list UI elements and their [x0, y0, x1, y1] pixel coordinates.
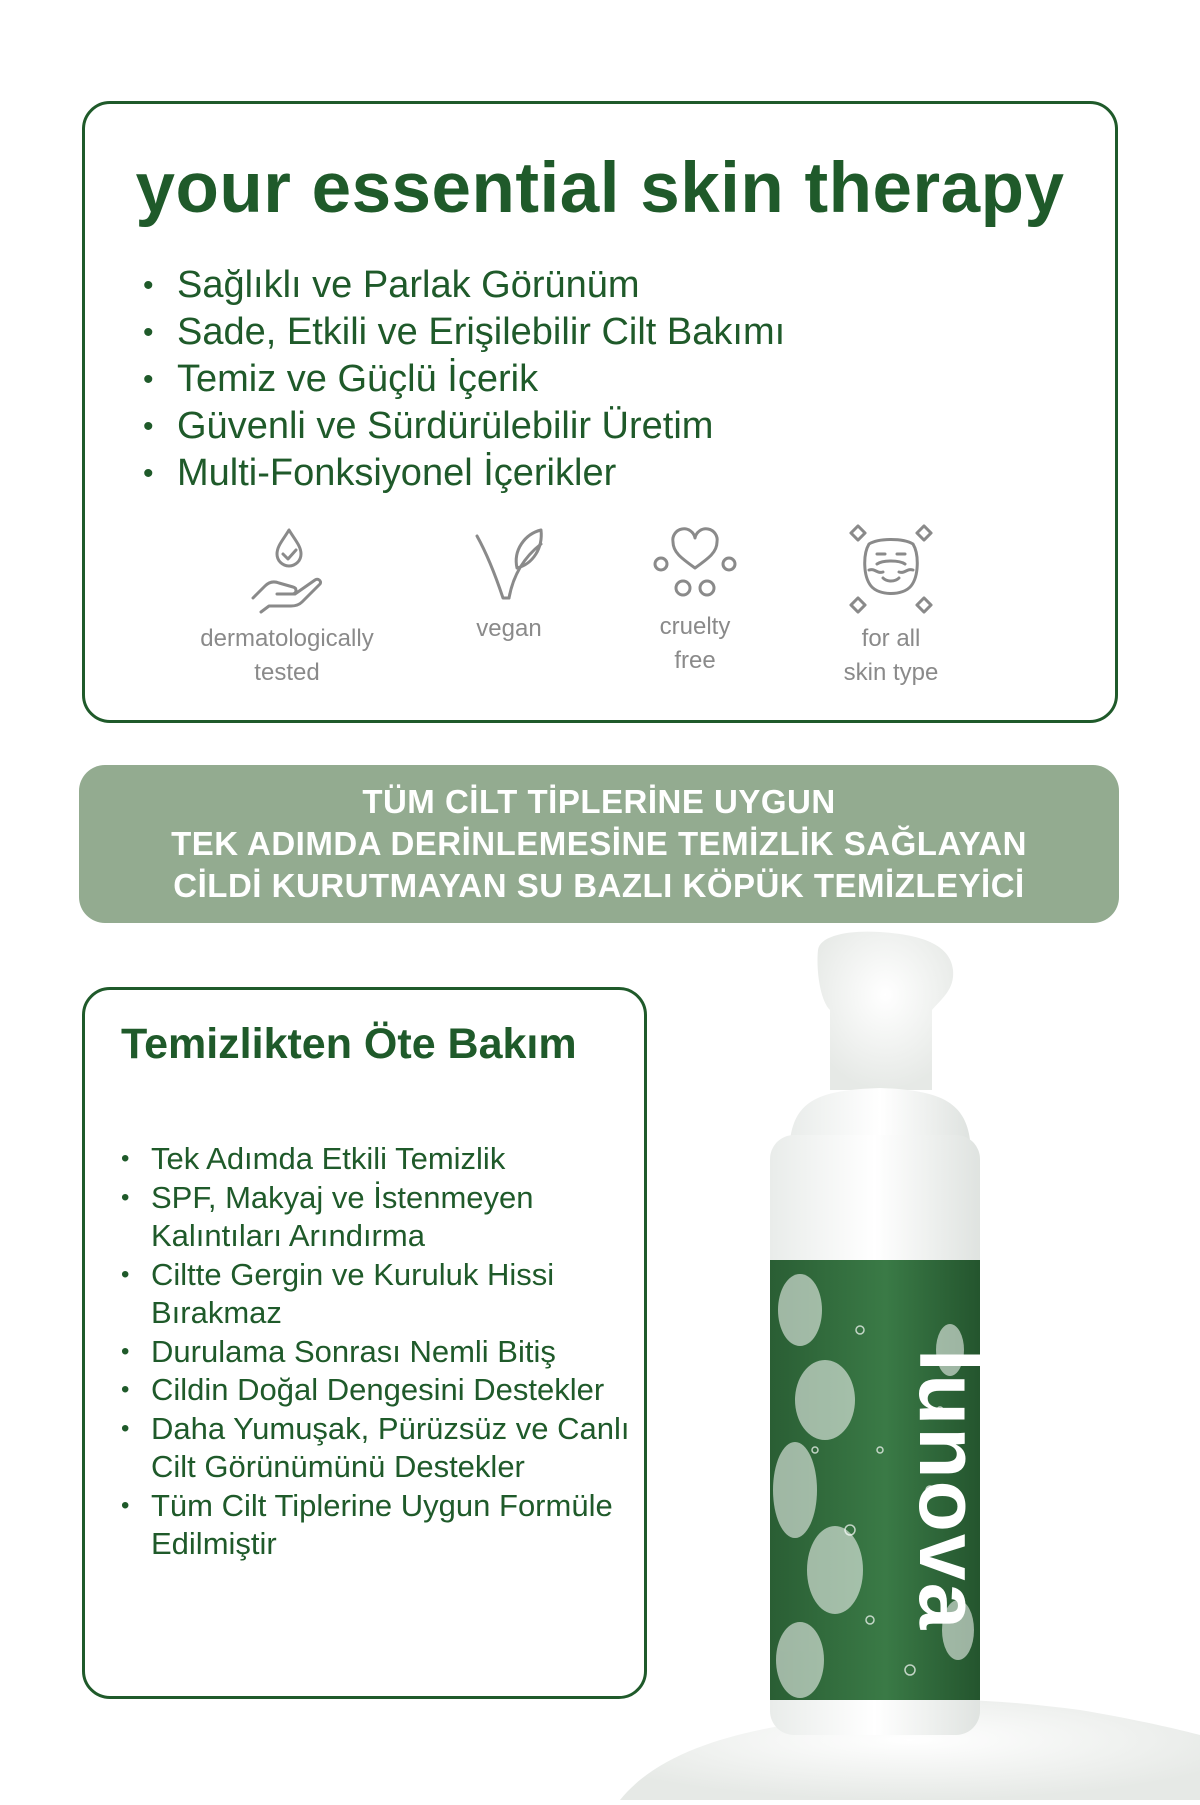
benefit-item: • Daha Yumuşak, Pürüzsüz ve Canlı Cilt Görünümünü Destekler: [121, 1410, 631, 1487]
features-card: [82, 101, 1118, 723]
feature-item: • Güvenli ve Sürdürülebilir Üretim: [143, 403, 785, 450]
benefit-item: • SPF, Makyaj ve İstenmeyen Kalıntıları Arındırma: [121, 1179, 631, 1256]
badge-dermatologically-tested: [177, 524, 397, 690]
hand-drop-icon: [247, 524, 327, 614]
benefits-card: [82, 987, 647, 1699]
banner-line: TEK ADIMDA DERİNLEMESİNE TEMİZLİK SAĞLAYAN: [171, 825, 1027, 862]
badges-row: [85, 524, 1115, 704]
feature-item: • Sağlıklı ve Parlak Görünüm: [143, 262, 785, 309]
product-image: [620, 930, 1200, 1800]
badge-label: for all skin type: [843, 625, 939, 686]
features-list: [143, 262, 785, 497]
benefit-item: • Ciltte Gergin ve Kuruluk Hissi Bırakmaz: [121, 1256, 631, 1333]
product-banner: [79, 765, 1119, 923]
badge-cruelty-free: [585, 524, 805, 678]
feature-item: • Multi-Fonksiyonel İçerikler: [143, 450, 785, 497]
section-title: Temizlikten Öte Bakım: [121, 1020, 577, 1068]
banner-line: CİLDİ KURUTMAYAN SU BAZLI KÖPÜK TEMİZLEYİCİ: [173, 867, 1025, 904]
badge-for-all-skin-type: [781, 524, 1001, 690]
foam-bottle-illustration: [620, 930, 1200, 1800]
feature-item: • Sade, Etkili ve Erişilebilir Cilt Bakımı: [143, 309, 785, 356]
benefit-item: • Cildin Doğal Dengesini Destekler: [121, 1371, 631, 1410]
paw-heart-icon: [653, 524, 737, 602]
feature-item: • Temiz ve Güçlü İçerik: [143, 356, 785, 403]
face-skin-icon: [849, 524, 933, 614]
vegan-leaf-icon: [469, 524, 549, 604]
badge-label: dermatologically tested: [200, 625, 374, 686]
product-brand: lunova: [902, 1348, 996, 1632]
banner-line: TÜM CİLT TİPLERİNE UYGUN: [362, 783, 836, 820]
benefit-item: • Durulama Sonrası Nemli Bitiş: [121, 1333, 631, 1372]
benefits-list: [121, 1140, 631, 1564]
benefit-item: • Tek Adımda Etkili Temizlik: [121, 1140, 631, 1179]
badge-label: vegan: [476, 615, 542, 642]
headline: your essential skin therapy: [135, 149, 1065, 228]
benefit-item: • Tüm Cilt Tiplerine Uygun Formüle Edilmiştir: [121, 1487, 631, 1564]
badge-label: cruelty free: [659, 613, 731, 674]
